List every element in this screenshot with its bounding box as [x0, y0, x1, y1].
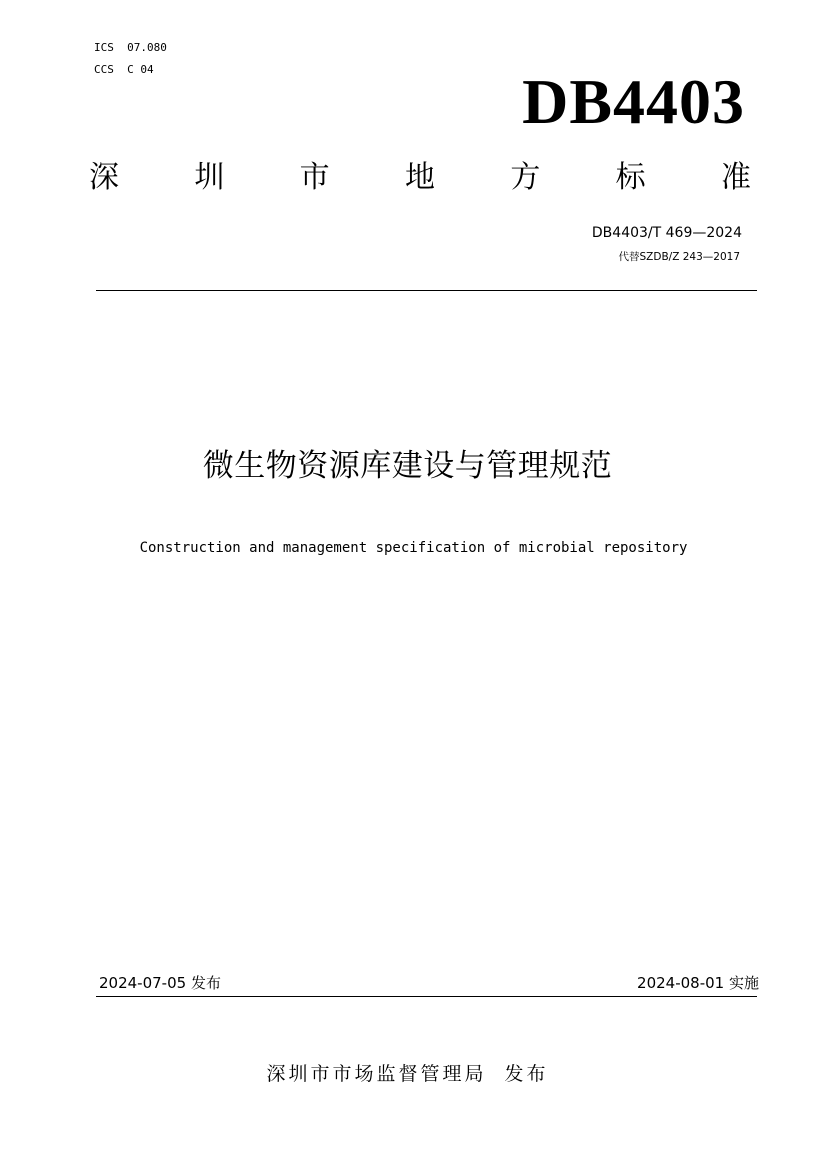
standard-type-char: 地: [404, 160, 435, 195]
implementation-date: 2024-08-01 实施: [637, 974, 759, 992]
issuing-authority: 深圳市市场监督管理局 发布: [266, 1063, 549, 1085]
standard-number: DB4403/T 469—2024: [591, 225, 742, 241]
bottom-divider: [96, 996, 757, 997]
standard-type-char: 圳: [194, 160, 225, 195]
document-title-english: Construction and management specification of microbial repository: [139, 540, 688, 556]
standard-type-char: 深: [89, 160, 119, 195]
issue-date: 2024-07-05 发布: [99, 974, 221, 992]
ics-code: ICS 07.080: [94, 41, 167, 54]
replaces-standard: 代替SZDB/Z 243—2017: [618, 251, 740, 263]
standard-type-char: 市: [299, 160, 330, 195]
standard-type-char: 标: [615, 160, 646, 195]
top-divider: [96, 290, 757, 291]
standard-type-char: 方: [510, 160, 541, 195]
standard-code-large: DB4403: [522, 66, 745, 137]
ccs-code: CCS C 04: [94, 63, 154, 76]
standard-type-heading: [89, 156, 751, 200]
document-title-chinese: 微生物资源库建设与管理规范: [202, 448, 613, 484]
standard-type-char: 准: [720, 160, 751, 195]
